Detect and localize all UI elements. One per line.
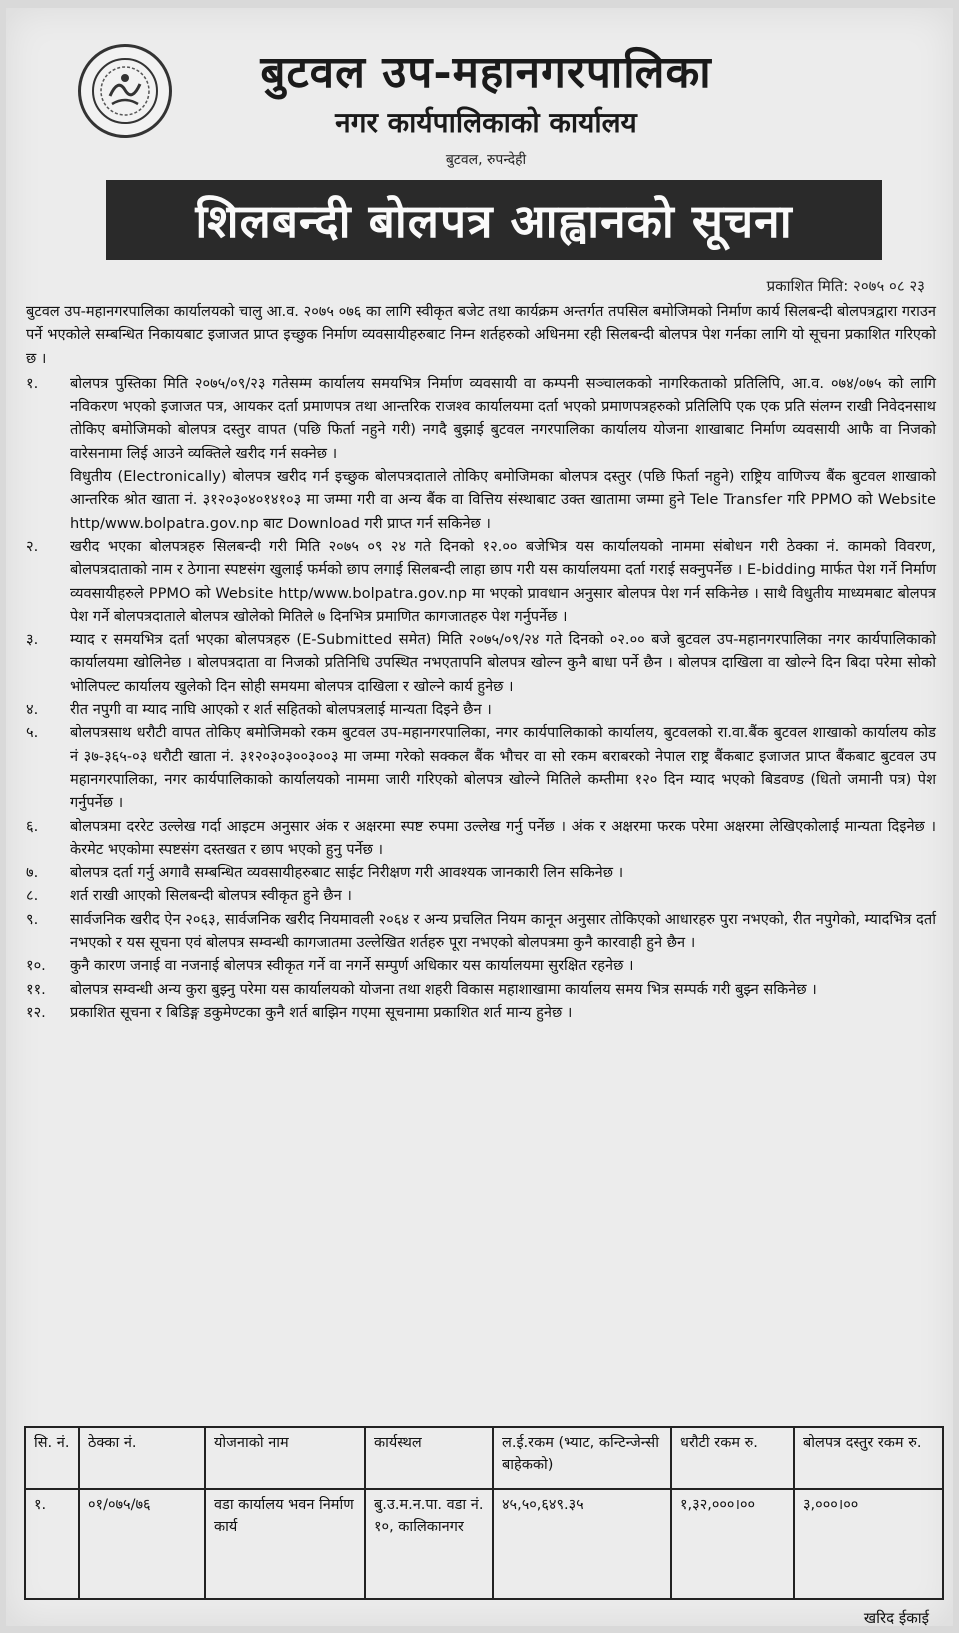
cell-project-name: वडा कार्यालय भवन निर्माण कार्य xyxy=(205,1489,365,1599)
notice-page xyxy=(6,8,953,1626)
condition-item xyxy=(26,815,936,862)
condition-item xyxy=(26,954,936,977)
emblem-seal-icon xyxy=(78,44,172,138)
col-header-cost-estimate: ल.ई.रकम (भ्याट, कन्टिन्जेन्सी बाहेकको) xyxy=(493,1427,671,1489)
condition-item xyxy=(26,628,936,698)
item-text-electronic: विधुतीय (Electronically) बोलपत्र खरीद गर्न इच्छुक बोलपत्रदाताले तोकिए बमोजिमका बोलपत्र दस्तुर (पछि फिर्ता नहुने) राष्ट्रिय वाणिज्य बैंक बुटवल शाखाको आन्तरिक श्रोत खाता नं. ३१२०३०४०१४१०३ मा जम्मा गरी वा अन्य बैंक वा वित्तिय संस्थाबाट उक्त खातामा जम्मा हुने Tele Transfer गरि PPMO को Website http/www.bolpatra.gov.np बाट Download गरी प्राप्त गर्न सकिनेछ । xyxy=(70,468,936,532)
item-number: २. xyxy=(26,537,39,555)
condition-item xyxy=(26,908,936,955)
table-header-row xyxy=(25,1427,943,1489)
item-text: बोलपत्र सम्वन्धी अन्य कुरा बुझ्नु परेमा यस कार्यालयको योजना तथा शहरी विकास महाशाखामा कार्यालय समय भित्र सम्पर्क गरी बुझ्न सकिनेछ । xyxy=(70,980,817,998)
item-text: बोलपत्रमा दररेट उल्लेख गर्दा आइटम अनुसार अंक र अक्षरमा स्पष्ट रुपमा उल्लेख गर्नु पर्नेछ । अंक र अक्षरमा फरक परेमा अक्षरमा लेखिएकोलाई मान्यता दिइनेछ । केरमेट भएकोमा स्पष्टसंग दस्तखत र छाप भएको हुनु पर्नेछ । xyxy=(70,817,936,858)
condition-item xyxy=(26,861,936,884)
item-number: १०. xyxy=(26,957,46,975)
table-row xyxy=(25,1489,943,1599)
item-number: ८. xyxy=(26,887,39,905)
col-header-serial: सि. नं. xyxy=(25,1427,79,1489)
tender-table xyxy=(24,1426,944,1600)
item-text: बोलपत्र पुस्तिका मिति २०७५/०९/२३ गतेसम्म कार्यालय समयभित्र निर्माण व्यवसायी वा कम्पनी सञ्चालकको नागरिकताको प्रतिलिपि, आ.व. ०७४/०७५ को लागि नविकरण भएको इजाजत पत्र, आयकर दर्ता प्रमाणपत्र तथा आन्तरिक राजश्व कार्यालयमा दर्ता भएको प्रमाणपत्रहरुको प्रतिलिपि एक एक प्रति संलग्न राखी निवेदनसाथ तोकिए बमोजिमको बोलपत्र दस्तुर वापत (पछि फिर्ता नहुने गरी) नगदै बुझाई बुटवल नगरपालिका कार्यालय योजना शाखाबाट निर्माण व्यवसायी आफै वा निजको वारेसनामा लिई आउने व्यक्तिले खरीद गर्न सक्नेछ । xyxy=(70,374,936,462)
item-number: १२. xyxy=(26,1003,46,1021)
cell-cost-estimate: ४५,५०,६४९.३५ xyxy=(493,1489,671,1599)
intro-paragraph: बुटवल उप-महानगरपालिका कार्यालयको चालु आ.व. २०७५ ०७६ का लागि स्वीकृत बजेट तथा कार्यक्रम अन्तर्गत तपसिल बमोजिमको निर्माण कार्य सिलबन्दी बोलपत्रद्वारा गराउन पर्ने भएकोले सम्बन्धित निकायबाट इजाजत प्राप्त इच्छुक निर्माण व्यवसायीहरुबाट निम्न शर्तहरुको अधिनमा रही सिलबन्दी बोलपत्र पेश गर्नका लागि यो सूचना प्रकाशित गरिएको छ । xyxy=(26,303,936,367)
notice-body xyxy=(26,300,936,1024)
item-text: म्याद र समयभित्र दर्ता भएका बोलपत्रहरु (E-Submitted समेत) मिति २०७५/०९/२४ गते दिनको ०२.०० बजे बुटवल उप-महानगरपालिका नगर कार्यपालिकाको कार्यालयमा खोलिनेछ । बोलपत्रदाता वा निजको प्रतिनिधि उपस्थित नभएतापनि बोलपत्र खोल्न कुनै बाधा पर्ने छैन । बोलपत्र दाखिला वा खोल्ने दिन बिदा परेमा सोको भोलिपल्ट कार्यालय खुलेको दिन सोही समयमा बोलपत्र दाखिला र खोल्ने कार्य हुनेछ । xyxy=(70,631,936,695)
item-number: ४. xyxy=(26,701,39,719)
item-number: ६. xyxy=(26,817,39,835)
item-text: कुनै कारण जनाई वा नजनाई बोलपत्र स्वीकृत गर्ने वा नगर्ने सम्पुर्ण अधिकार यस कार्यालयमा सुरक्षित रहनेछ । xyxy=(70,957,634,975)
col-header-project-name: योजनाको नाम xyxy=(205,1427,365,1489)
cell-tender-fee: ३,०००।०० xyxy=(794,1489,943,1599)
item-text: बोलपत्रसाथ धरौटी वापत तोकिए बमोजिमको रकम बुटवल उप-महानगरपालिका, नगर कार्यपालिकाको कार्यालय, बुटवलको रा.वा.बैंक बुटवल शाखाको कार्यालय कोड नं ३७-३६५-०३ धरौटी खाता नं. ३१२०३०३००३००३ मा जम्मा गरेको सक्कल बैंक भौचर वा सो रकम बराबरको नेपाल राष्ट्र बैंकबाट इजाजत प्राप्त बैंकबाट बुटवल उप महानगरपालिका, नगर कार्यपालिकाको कार्यालयको नाममा जारी गरिएको बोलपत्र खोल्ने मितिले कम्तीमा १२० दिन म्याद भएको बिडवण्ड (धितो जमानी पत्र) पेश गर्नुपर्नेछ । xyxy=(70,724,936,812)
condition-item xyxy=(26,698,936,721)
condition-item xyxy=(26,372,936,535)
notice-title: शिलबन्दी बोलपत्र आह्वानको सूचना xyxy=(195,194,793,248)
condition-item xyxy=(26,535,936,628)
notice-title-banner xyxy=(106,180,882,260)
item-text: शर्त राखी आएको सिलबन्दी बोलपत्र स्वीकृत हुने छैन । xyxy=(70,887,352,905)
cell-deposit: १,३२,०००।०० xyxy=(671,1489,794,1599)
col-header-deposit: धरौटी रकम रु. xyxy=(671,1427,794,1489)
item-number: ११. xyxy=(26,980,46,998)
office-location: बुटवल, रुपन्देही xyxy=(445,152,527,168)
published-date: प्रकाशित मिति: २०७५ ०८ २३ xyxy=(766,277,925,295)
col-header-location: कार्यस्थल xyxy=(365,1427,493,1489)
cell-serial: १. xyxy=(25,1489,79,1599)
cell-location: बु.उ.म.न.पा. वडा नं. १०, कालिकानगर xyxy=(365,1489,493,1599)
item-text: प्रकाशित सूचना र बिडिङ्ग डकुमेण्टका कुनै शर्त बाझिन गएमा सूचनामा प्रकाशित शर्त मान्य हुनेछ । xyxy=(70,1003,573,1021)
item-text: रीत नपुगी वा म्याद नाघि आएको र शर्त सहितको बोलपत्रलाई मान्यता दिइने छैन । xyxy=(70,701,492,719)
condition-item xyxy=(26,884,936,907)
condition-item xyxy=(26,978,936,1001)
item-number: ३. xyxy=(26,631,39,649)
item-text: खरीद भएका बोलपत्रहरु सिलबन्दी गरी मिति २०७५ ०९ २४ गते दिनको १२.०० बजेभित्र यस कार्यालयको नाममा संबोधन गरी ठेक्का नं. कामको विवरण, बोलपत्रदाताको नाम र ठेगाना स्पष्टसंग खुलाई फर्मको छाप लगाई सिलबन्दी लाहा छाप गरी यस कार्यालयमा दर्ता गराई सक्नुपर्नेछ । E-bidding मार्फत पेश गर्ने निर्माण व्यवसायीहरुले PPMO को Website http/www.bolpatra.gov.np मा भएको प्रावधान अनुसार बोलपत्र पेश गर्न सकिनेछ । साथै विधुतीय माध्यमबाट बोलपत्र पेश गर्ने बोलपत्रदाताले बोलपत्र खोलेको मितिले ७ दिनभित्र प्रमाणित कागजातहरु पेश गर्नुपर्नेछ । xyxy=(70,537,936,625)
col-header-contract-no: ठेक्का नं. xyxy=(79,1427,205,1489)
signature-line: खरिद ईकाई xyxy=(863,1609,929,1627)
item-number: १. xyxy=(26,374,39,392)
item-number: ७. xyxy=(26,864,39,882)
item-number: ९. xyxy=(26,910,39,928)
item-text: सार्वजनिक खरीद ऐन २०६३, सार्वजनिक खरीद नियमावली २०६४ र अन्य प्रचलित नियम कानून अनुसार तोकिएको आधारहरु पुरा नभएको, रीत नपुगेको, म्यादभित्र दर्ता नभएको र यस सूचना एवं बोलपत्र सम्वन्धी कागजातमा उल्लेखित शर्तहरु पूरा नभएको बोलपत्रमा कुनै कारवाही हुने छैन । xyxy=(70,910,936,952)
condition-item xyxy=(26,1001,936,1024)
org-name: बुटवल उप-महानगरपालिका xyxy=(260,47,712,98)
condition-item xyxy=(26,721,936,814)
item-number: ५. xyxy=(26,724,39,742)
col-header-tender-fee: बोलपत्र दस्तुर रकम रु. xyxy=(794,1427,943,1489)
item-text: बोलपत्र दर्ता गर्नु अगावै सम्बन्धित व्यवसायीहरुबाट साईट निरीक्षण गरी आवश्यक जानकारी लिन सकिनेछ । xyxy=(70,864,624,882)
cell-contract-no: ०१/०७५/७६ xyxy=(79,1489,205,1599)
office-name: नगर कार्यपालिकाको कार्यालय xyxy=(335,106,637,139)
